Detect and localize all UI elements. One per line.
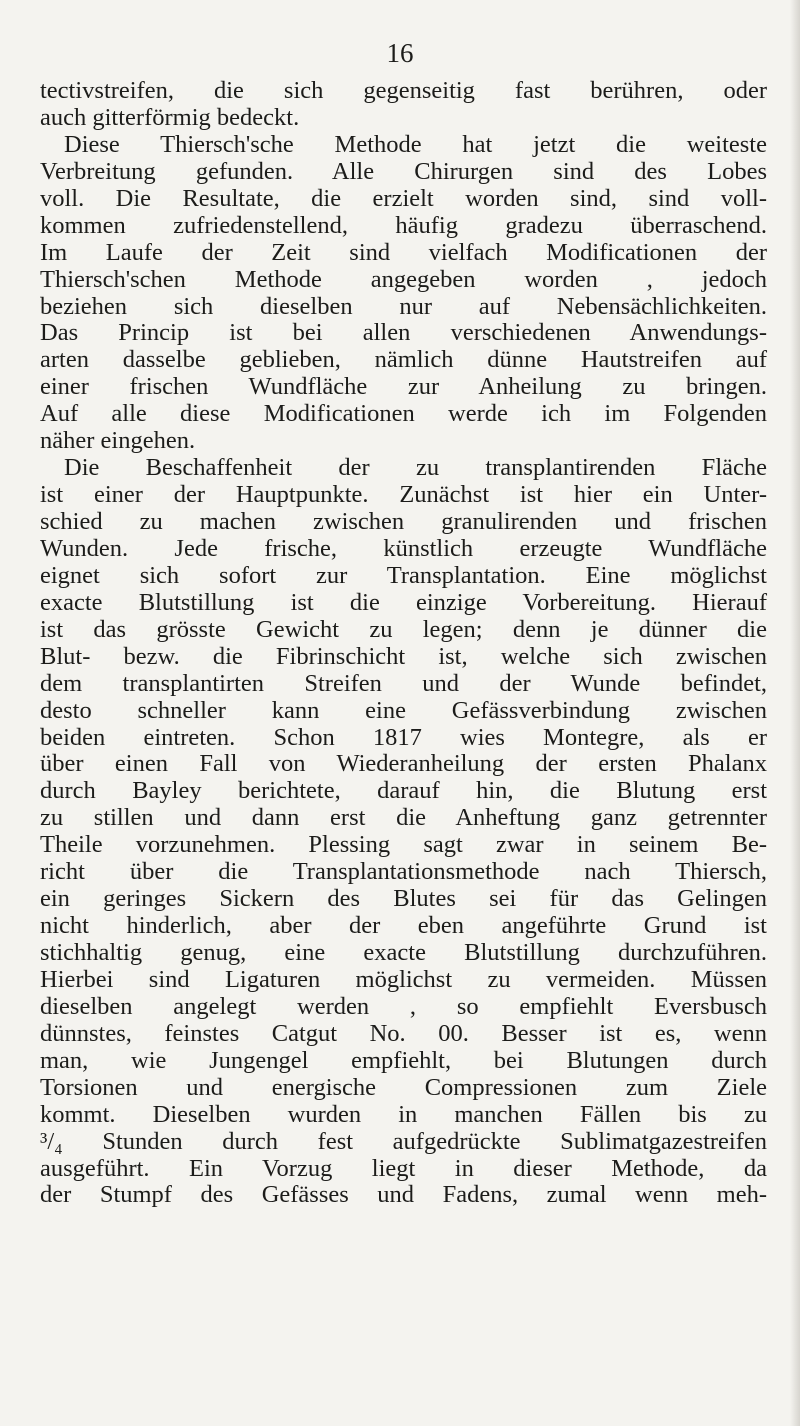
- text-line: dünnstes, feinstes Catgut No. 00. Besser ist es, wenn: [40, 1019, 767, 1047]
- text-line: Torsionen und energische Compressionen zum Ziele: [40, 1073, 767, 1101]
- text-line: Blut- bezw. die Fibrinschicht ist, welche sich zwischen: [40, 642, 767, 670]
- text-line: ausgeführt. Ein Vorzug liegt in dieser Methode, da: [40, 1154, 767, 1182]
- text-line: einer frischen Wundfläche zur Anheilung zu bringen.: [40, 373, 767, 401]
- text-line: kommen zufriedenstellend, häufig gradezu überraschend.: [40, 211, 767, 239]
- text-line: ³/₄ Stunden durch fest aufgedrückte Sublimatgazestreifen: [40, 1127, 767, 1155]
- text-line: exacte Blutstillung ist die einzige Vorbereitung. Hierauf: [40, 588, 767, 616]
- text-line: nicht hinderlich, aber der eben angeführte Grund ist: [40, 912, 767, 940]
- text-line: desto schneller kann eine Gefässverbindung zwischen: [40, 696, 767, 724]
- text-line: Auf alle diese Modificationen werde ich im Folgenden: [40, 400, 767, 428]
- text-line: Im Laufe der Zeit sind vielfach Modificationen der: [40, 238, 767, 266]
- text-line: Theile vorzunehmen. Plessing sagt zwar in seinem Be-: [40, 831, 767, 859]
- text-line: zu stillen und dann erst die Anheftung ganz getrennter: [40, 804, 767, 832]
- text-line: durch Bayley berichtete, darauf hin, die Blutung erst: [40, 777, 767, 805]
- text-line: man, wie Jungengel empfiehlt, bei Blutungen durch: [40, 1046, 767, 1074]
- text-line: schied zu machen zwischen granulirenden und frischen: [40, 508, 767, 535]
- page-edge-shadow: [790, 0, 800, 1426]
- text-line: kommt. Dieselben wurden in manchen Fällen bis zu: [40, 1100, 767, 1128]
- text-line: über einen Fall von Wiederanheilung der ersten Phalanx: [40, 750, 767, 778]
- text-line: richt über die Transplantationsmethode nach Thiersch,: [40, 858, 767, 886]
- text-line: Diese Thiersch'sche Methode hat jetzt die weiteste: [64, 130, 767, 158]
- text-line: Thiersch'schen Methode angegeben worden , jedoch: [40, 265, 767, 293]
- text-line: Hierbei sind Ligaturen möglichst zu vermeiden. Müssen: [40, 965, 767, 993]
- text-line: ist einer der Hauptpunkte. Zunächst ist hier ein Unter-: [40, 481, 767, 509]
- text-line: tectivstreifen, die sich gegenseitig fast berühren, oder: [40, 77, 767, 104]
- text-line: dem transplantirten Streifen und der Wunde befindet,: [40, 669, 767, 697]
- text-line: arten dasselbe geblieben, nämlich dünne Hautstreifen auf: [40, 346, 767, 374]
- text-line: ist das grösste Gewicht zu legen; denn je dünner die: [40, 615, 767, 643]
- text-line: voll. Die Resultate, die erzielt worden sind, sind voll-: [40, 184, 767, 212]
- text-line: Die Beschaffenheit der zu transplantirenden Fläche: [64, 454, 767, 482]
- page-number: 16: [386, 38, 414, 68]
- text-line: eignet sich sofort zur Transplantation. Eine möglichst: [40, 561, 767, 589]
- text-line: stichhaltig genug, eine exacte Blutstillung durchzuführen.: [40, 939, 767, 966]
- body-text: [40, 78, 767, 1209]
- text-line: Das Princip ist bei allen verschiedenen Anwendungs-: [40, 319, 767, 347]
- text-line: dieselben angelegt werden , so empfiehlt Eversbusch: [40, 992, 767, 1020]
- text-line: auch gitterförmig bedeckt.: [40, 103, 300, 131]
- text-line: ein geringes Sickern des Blutes sei für das Gelingen: [40, 885, 767, 913]
- text-line: näher eingehen.: [40, 427, 196, 455]
- text-line: beziehen sich dieselben nur auf Nebensächlichkeiten.: [40, 292, 767, 320]
- text-line: beiden eintreten. Schon 1817 wies Montegre, als er: [40, 723, 767, 751]
- text-line: Wunden. Jede frische, künstlich erzeugte Wundfläche: [40, 534, 767, 562]
- text-line: Verbreitung gefunden. Alle Chirurgen sind des Lobes: [40, 157, 767, 185]
- text-line: der Stumpf des Gefässes und Fadens, zumal wenn meh-: [40, 1181, 767, 1209]
